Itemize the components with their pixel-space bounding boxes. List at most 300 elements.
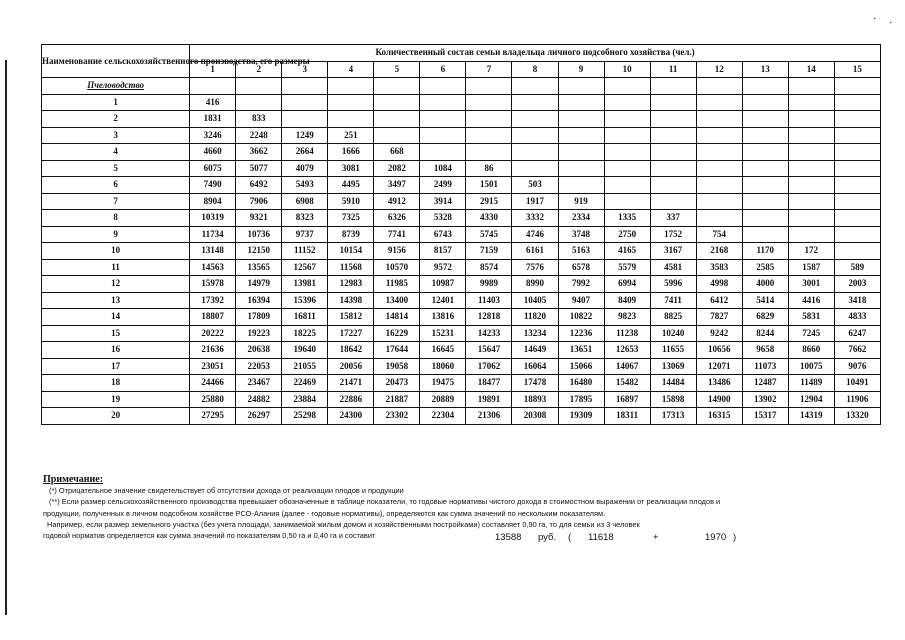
table-cell: 13981: [282, 276, 328, 293]
table-cell: [650, 177, 696, 194]
table-cell: 6161: [512, 243, 558, 260]
table-cell: 11403: [466, 292, 512, 309]
table-cell: 3001: [788, 276, 834, 293]
table-cell: 21055: [282, 358, 328, 375]
calc-close-paren: ): [733, 532, 737, 543]
table-cell: 21471: [328, 375, 374, 392]
table-cell: [742, 94, 788, 111]
table-cell: [466, 94, 512, 111]
table-row: [42, 408, 881, 425]
table-cell: 17392: [190, 292, 236, 309]
table-cell: 16811: [282, 309, 328, 326]
table-cell: [788, 193, 834, 210]
row-size-label: 6: [42, 177, 190, 194]
table-cell: 1917: [512, 193, 558, 210]
table-cell: 9242: [696, 325, 742, 342]
table-row: [42, 127, 881, 144]
table-row: [42, 160, 881, 177]
table-cell: 13651: [558, 342, 604, 359]
table-cell: [374, 111, 420, 128]
table-cell: 19223: [236, 325, 282, 342]
table-cell: 12150: [236, 243, 282, 260]
table-cell: 10319: [190, 210, 236, 227]
table-cell: [742, 127, 788, 144]
table-cell: 7159: [466, 243, 512, 260]
note-line: Например, если размер земельного участка (без учета площади, занимаемой жилым домом и хозяйственными постройками) составляет 0,90 га, то для семьи из 3 человек: [47, 519, 640, 529]
table-cell: 5831: [788, 309, 834, 326]
table-cell: 15231: [420, 325, 466, 342]
table-cell: 754: [696, 226, 742, 243]
note-line: продукции, полученных в личном подсобном хозяйстве РСО-Алания (далее - годовые нормативы), определяются как сумма значений по нескольким показателям.: [43, 508, 606, 518]
table-cell: [650, 127, 696, 144]
family-size-column-header: 5: [374, 61, 420, 78]
table-cell: [742, 177, 788, 194]
table-cell: 20308: [512, 408, 558, 425]
table-cell: 7906: [236, 193, 282, 210]
table-cell: [236, 94, 282, 111]
table-cell: 14484: [650, 375, 696, 392]
row-size-label: 9: [42, 226, 190, 243]
table-cell: [558, 177, 604, 194]
table-cell: [558, 111, 604, 128]
table-row: [42, 391, 881, 408]
table-cell: 14398: [328, 292, 374, 309]
table-cell: 11734: [190, 226, 236, 243]
table-cell: 21306: [466, 408, 512, 425]
family-size-column-header: 6: [420, 61, 466, 78]
table-cell: 11906: [834, 391, 880, 408]
table-cell: [834, 127, 880, 144]
table-cell: 833: [236, 111, 282, 128]
row-size-label: 1: [42, 94, 190, 111]
table-cell: 20889: [420, 391, 466, 408]
table-cell: 16394: [236, 292, 282, 309]
table-cell: 1249: [282, 127, 328, 144]
table-cell: 4165: [604, 243, 650, 260]
table-cell: 18311: [604, 408, 650, 425]
table-cell: 13400: [374, 292, 420, 309]
table-cell: 1666: [328, 144, 374, 161]
table-cell: 3662: [236, 144, 282, 161]
family-size-column-header: 7: [466, 61, 512, 78]
table-cell: 6743: [420, 226, 466, 243]
table-cell: 3418: [834, 292, 880, 309]
table-cell: 4660: [190, 144, 236, 161]
table-cell: 1831: [190, 111, 236, 128]
family-size-column-header: 4: [328, 61, 374, 78]
table-cell: 3167: [650, 243, 696, 260]
table-cell: 15482: [604, 375, 650, 392]
table-cell: [558, 127, 604, 144]
table-cell: [420, 144, 466, 161]
income-norms-table: [41, 44, 881, 425]
table-cell: 21887: [374, 391, 420, 408]
family-size-column-header: 15: [834, 61, 880, 78]
table-cell: [604, 127, 650, 144]
table-cell: 337: [650, 210, 696, 227]
table-cell: 13069: [650, 358, 696, 375]
calc-total: 13588: [495, 532, 522, 543]
table-row: [42, 292, 881, 309]
table-cell: 10075: [788, 358, 834, 375]
table-cell: 20222: [190, 325, 236, 342]
table-cell: 22053: [236, 358, 282, 375]
table-cell: 1587: [788, 259, 834, 276]
table-cell: 172: [788, 243, 834, 260]
table-cell: 2082: [374, 160, 420, 177]
table-cell: 7245: [788, 325, 834, 342]
table-cell: 7992: [558, 276, 604, 293]
table-cell: [466, 127, 512, 144]
table-cell: 9076: [834, 358, 880, 375]
table-cell: 11238: [604, 325, 650, 342]
table-cell: 5579: [604, 259, 650, 276]
table-cell: 22886: [328, 391, 374, 408]
table-cell: 6492: [236, 177, 282, 194]
table-cell: 18642: [328, 342, 374, 359]
table-cell: 6908: [282, 193, 328, 210]
table-cell: [696, 177, 742, 194]
table-row: [42, 243, 881, 260]
table-cell: 4416: [788, 292, 834, 309]
table-cell: 14319: [788, 408, 834, 425]
table-cell: [696, 160, 742, 177]
table-cell: 6075: [190, 160, 236, 177]
table-cell: [374, 94, 420, 111]
table-row: [42, 226, 881, 243]
table-cell: 2585: [742, 259, 788, 276]
family-size-column-header: 2: [236, 61, 282, 78]
table-cell: 7827: [696, 309, 742, 326]
table-cell: [834, 226, 880, 243]
table-cell: [328, 94, 374, 111]
table-cell: 14979: [236, 276, 282, 293]
table-cell: 12236: [558, 325, 604, 342]
table-cell: 16229: [374, 325, 420, 342]
table-cell: 4912: [374, 193, 420, 210]
table-cell: 7490: [190, 177, 236, 194]
table-cell: [512, 127, 558, 144]
table-cell: 251: [328, 127, 374, 144]
scan-speck: ·: [889, 18, 893, 29]
table-cell: 15066: [558, 358, 604, 375]
table-cell: [742, 193, 788, 210]
table-cell: 3332: [512, 210, 558, 227]
table-cell: [834, 160, 880, 177]
table-cell: 8409: [604, 292, 650, 309]
table-cell: 10240: [650, 325, 696, 342]
table-cell: 7325: [328, 210, 374, 227]
table-cell: 16315: [696, 408, 742, 425]
table-cell: 18807: [190, 309, 236, 326]
table-cell: 10570: [374, 259, 420, 276]
table-cell: [282, 111, 328, 128]
table-cell: 4581: [650, 259, 696, 276]
table-cell: 14563: [190, 259, 236, 276]
table-cell: 3748: [558, 226, 604, 243]
table-cell: [512, 111, 558, 128]
table-cell: 15647: [466, 342, 512, 359]
table-cell: [558, 160, 604, 177]
table-row: [42, 309, 881, 326]
table-row: [42, 111, 881, 128]
calc-open-paren: (: [568, 532, 572, 543]
table-cell: 18225: [282, 325, 328, 342]
family-size-column-header: 11: [650, 61, 696, 78]
table-cell: [834, 193, 880, 210]
table-cell: 1752: [650, 226, 696, 243]
table-cell: 9658: [742, 342, 788, 359]
table-cell: [696, 193, 742, 210]
table-cell: 11152: [282, 243, 328, 260]
table-cell: 10491: [834, 375, 880, 392]
table-cell: [788, 160, 834, 177]
scan-speck: ·: [873, 14, 877, 25]
table-cell: 9156: [374, 243, 420, 260]
table-cell: 10405: [512, 292, 558, 309]
table-cell: 14900: [696, 391, 742, 408]
family-size-column-header: 3: [282, 61, 328, 78]
table-cell: 11568: [328, 259, 374, 276]
table-cell: 16480: [558, 375, 604, 392]
table-cell: 13565: [236, 259, 282, 276]
table-cell: [788, 226, 834, 243]
table-cell: 25298: [282, 408, 328, 425]
table-cell: 15898: [650, 391, 696, 408]
table-cell: 6326: [374, 210, 420, 227]
table-cell: 6412: [696, 292, 742, 309]
table-cell: 13234: [512, 325, 558, 342]
table-cell: 4746: [512, 226, 558, 243]
table-cell: 5414: [742, 292, 788, 309]
table-cell: [696, 127, 742, 144]
calc-unit: руб.: [538, 532, 557, 543]
table-cell: 3246: [190, 127, 236, 144]
table-cell: 4000: [742, 276, 788, 293]
table-cell: 7411: [650, 292, 696, 309]
table-row: [42, 342, 881, 359]
table-cell: [834, 177, 880, 194]
table-cell: 7741: [374, 226, 420, 243]
table-cell: 17062: [466, 358, 512, 375]
table-cell: [742, 226, 788, 243]
table-cell: 9737: [282, 226, 328, 243]
table-cell: 14233: [466, 325, 512, 342]
calc-value-b: 1970: [705, 532, 727, 543]
table-cell: 12983: [328, 276, 374, 293]
table-cell: 8739: [328, 226, 374, 243]
table-cell: 19309: [558, 408, 604, 425]
row-size-label: 8: [42, 210, 190, 227]
table-cell: 2750: [604, 226, 650, 243]
row-size-label: 2: [42, 111, 190, 128]
table-cell: 5493: [282, 177, 328, 194]
table-cell: 12567: [282, 259, 328, 276]
row-size-label: 16: [42, 342, 190, 359]
row-size-label: 11: [42, 259, 190, 276]
table-cell: 16897: [604, 391, 650, 408]
table-cell: 11073: [742, 358, 788, 375]
table-cell: 17227: [328, 325, 374, 342]
table-cell: 18893: [512, 391, 558, 408]
table-cell: [558, 144, 604, 161]
row-size-label: 17: [42, 358, 190, 375]
table-cell: 5996: [650, 276, 696, 293]
table-cell: 14649: [512, 342, 558, 359]
table-cell: 8574: [466, 259, 512, 276]
table-cell: 12401: [420, 292, 466, 309]
table-cell: 10154: [328, 243, 374, 260]
table-cell: 23051: [190, 358, 236, 375]
table-cell: 5910: [328, 193, 374, 210]
table-cell: [604, 177, 650, 194]
table-cell: 8904: [190, 193, 236, 210]
table-cell: 17313: [650, 408, 696, 425]
table-cell: 6994: [604, 276, 650, 293]
table-cell: [328, 111, 374, 128]
table-cell: [788, 94, 834, 111]
table-cell: 8990: [512, 276, 558, 293]
table-cell: 10822: [558, 309, 604, 326]
table-cell: 5077: [236, 160, 282, 177]
family-size-column-header: 14: [788, 61, 834, 78]
table-row: [42, 325, 881, 342]
table-cell: 12653: [604, 342, 650, 359]
table-cell: 6247: [834, 325, 880, 342]
table-cell: 2915: [466, 193, 512, 210]
family-size-header: Количественный состав семьи владельца личного подсобного хозяйства (чел.): [190, 45, 881, 62]
page-edge-line: [5, 60, 7, 615]
table-cell: 668: [374, 144, 420, 161]
table-cell: [604, 111, 650, 128]
table-cell: 22469: [282, 375, 328, 392]
table-cell: 6578: [558, 259, 604, 276]
table-cell: 4495: [328, 177, 374, 194]
table-cell: 24300: [328, 408, 374, 425]
table-row: [42, 358, 881, 375]
table-row: [42, 177, 881, 194]
table-cell: 15812: [328, 309, 374, 326]
table-cell: 22304: [420, 408, 466, 425]
table-row: [42, 276, 881, 293]
family-size-column-header: 9: [558, 61, 604, 78]
table-cell: 24882: [236, 391, 282, 408]
row-size-label: 3: [42, 127, 190, 144]
row-size-label: 7: [42, 193, 190, 210]
table-cell: 23884: [282, 391, 328, 408]
table-row: [42, 193, 881, 210]
table-cell: 1335: [604, 210, 650, 227]
table-cell: [282, 94, 328, 111]
table-cell: [650, 111, 696, 128]
table-cell: 9989: [466, 276, 512, 293]
table-cell: 9407: [558, 292, 604, 309]
table-cell: [834, 210, 880, 227]
table-cell: 3081: [328, 160, 374, 177]
table-cell: 11820: [512, 309, 558, 326]
table-cell: 12818: [466, 309, 512, 326]
note-line: (**) Если размер сельскохозяйственного производства превышает обозначенные в таблице показатели, то годовые нормативы чистого дохода в стоимостном выражении от реализации плодов и: [49, 497, 721, 507]
table-cell: [512, 144, 558, 161]
table-cell: 7576: [512, 259, 558, 276]
table-cell: [558, 94, 604, 111]
table-cell: 8244: [742, 325, 788, 342]
table-cell: 11489: [788, 375, 834, 392]
table-cell: 12071: [696, 358, 742, 375]
section-title: Пчеловодство: [42, 78, 190, 95]
table-cell: 9572: [420, 259, 466, 276]
table-cell: 17478: [512, 375, 558, 392]
family-size-column-header: 8: [512, 61, 558, 78]
table-cell: 4833: [834, 309, 880, 326]
table-cell: [650, 160, 696, 177]
table-cell: 16645: [420, 342, 466, 359]
table-row: [42, 144, 881, 161]
table-cell: 18477: [466, 375, 512, 392]
table-cell: 21636: [190, 342, 236, 359]
table-cell: 20056: [328, 358, 374, 375]
row-size-label: 10: [42, 243, 190, 260]
table-cell: [512, 94, 558, 111]
table-cell: [834, 243, 880, 260]
table-cell: [788, 111, 834, 128]
table-cell: 13486: [696, 375, 742, 392]
table-cell: 1170: [742, 243, 788, 260]
table-cell: 12904: [788, 391, 834, 408]
table-cell: [834, 144, 880, 161]
table-cell: 24466: [190, 375, 236, 392]
table-cell: 4998: [696, 276, 742, 293]
table-cell: 8157: [420, 243, 466, 260]
table-cell: [650, 144, 696, 161]
calc-value-a: 11618: [588, 532, 614, 543]
table-cell: [420, 94, 466, 111]
family-size-column-header: 10: [604, 61, 650, 78]
table-cell: 8825: [650, 309, 696, 326]
family-size-column-header: 1: [190, 61, 236, 78]
table-cell: 5328: [420, 210, 466, 227]
table-cell: 6829: [742, 309, 788, 326]
table-cell: 15396: [282, 292, 328, 309]
row-size-label: 19: [42, 391, 190, 408]
table-cell: 8660: [788, 342, 834, 359]
family-size-column-header: 12: [696, 61, 742, 78]
table-cell: 416: [190, 94, 236, 111]
table-cell: 1084: [420, 160, 466, 177]
table-cell: 7662: [834, 342, 880, 359]
table-cell: 20638: [236, 342, 282, 359]
table-cell: 17809: [236, 309, 282, 326]
table-cell: 13320: [834, 408, 880, 425]
row-size-label: 15: [42, 325, 190, 342]
table-cell: 9321: [236, 210, 282, 227]
table-cell: 19475: [420, 375, 466, 392]
table-cell: [420, 111, 466, 128]
table-cell: [374, 127, 420, 144]
table-cell: 16064: [512, 358, 558, 375]
table-cell: 23467: [236, 375, 282, 392]
row-size-label: 18: [42, 375, 190, 392]
table-cell: 13902: [742, 391, 788, 408]
row-size-label: 4: [42, 144, 190, 161]
table-cell: [788, 144, 834, 161]
table-cell: 10656: [696, 342, 742, 359]
table-cell: [696, 94, 742, 111]
table-row: [42, 210, 881, 227]
row-size-label: 12: [42, 276, 190, 293]
table-cell: [604, 94, 650, 111]
table-cell: 19058: [374, 358, 420, 375]
